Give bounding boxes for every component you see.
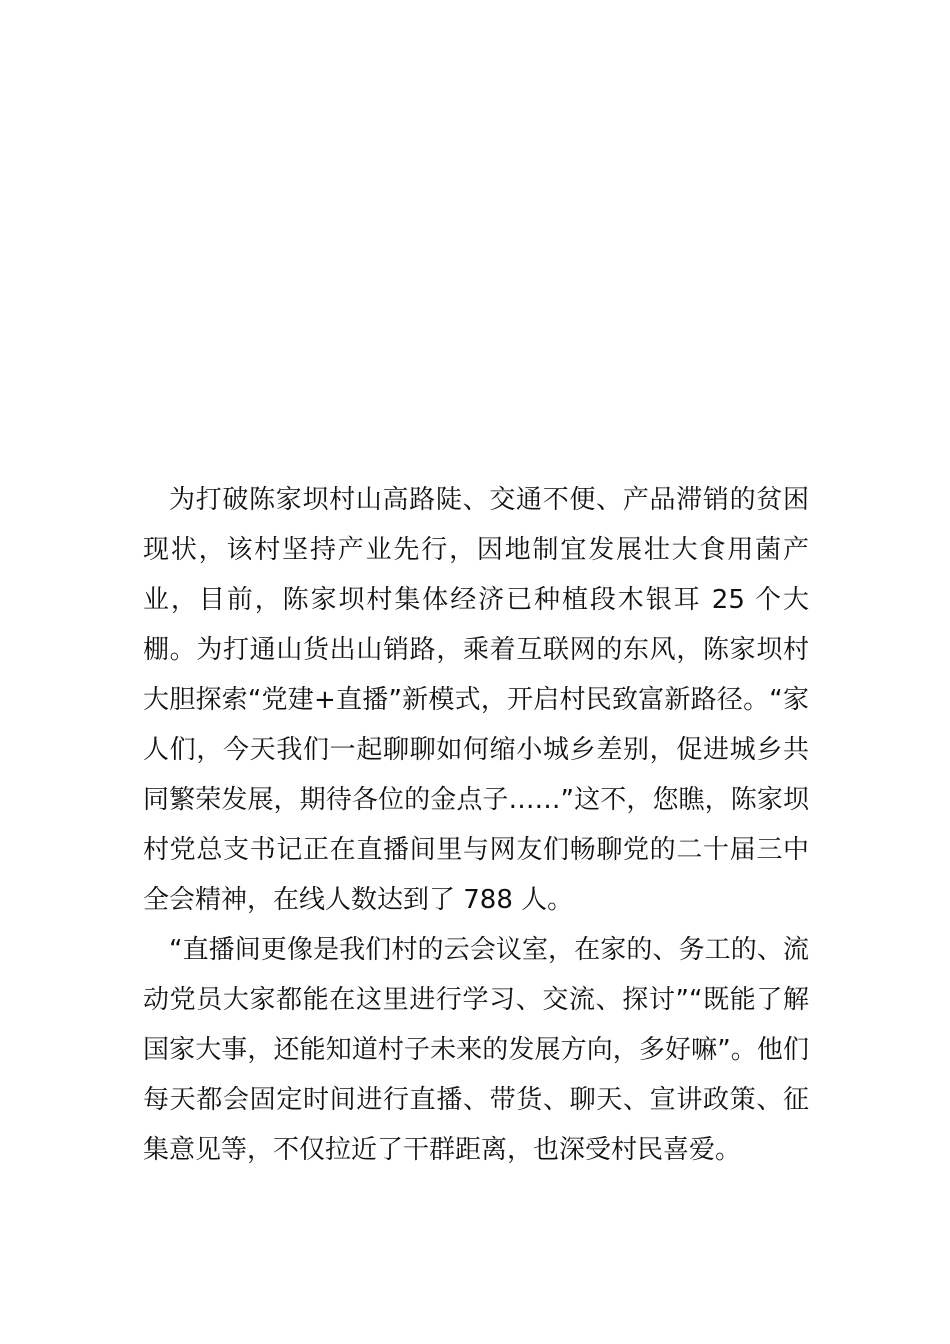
paragraph-1: 为打破陈家坝村山高路陡、交通不便、产品滞销的贫困现状，该村坚持产业先行，因地制宜发展壮大食用菌产业，目前，陈家坝村集体经济已种植段木银耳 25 个大棚。为打通山货出山销路，乘着互联网的东风，陈家坝村大胆探索“党建+直播”新模式，开启村民致富新路径。“家人们，今天我们一起聊聊如何缩小城乡差别，促进城乡共同繁荣发展，期待各位的金点子……”这不，您瞧，陈家坝村党总支书记正在直播间里与网友们畅聊党的二十届三中全会精神，在线人数达到了 788 人。: [143, 485, 809, 915]
document-body: [143, 475, 809, 1175]
paragraph-2: “直播间更像是我们村的云会议室，在家的、务工的、流动党员大家都能在这里进行学习、交流、探讨”“既能了解国家大事，还能知道村子未来的发展方向，多好嘛”。他们每天都会固定时间进行直播、带货、聊天、宣讲政策、征集意见等，不仅拉近了干群距离，也深受村民喜爱。: [143, 935, 809, 1165]
